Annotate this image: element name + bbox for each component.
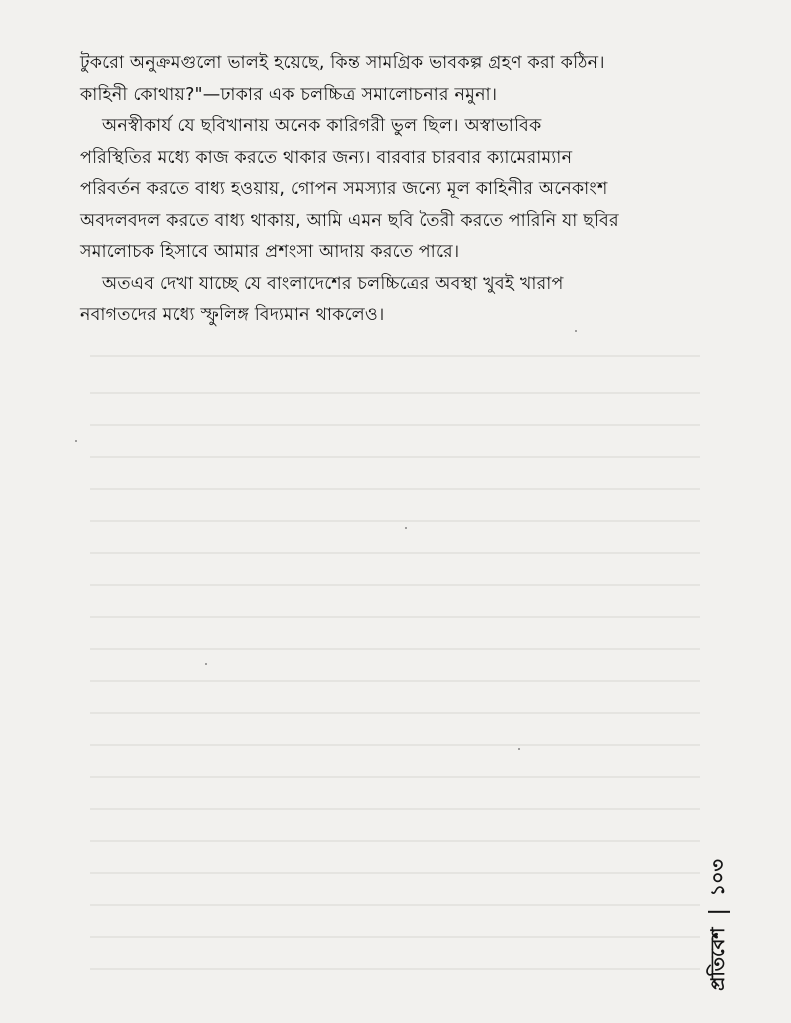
bleed-through-line	[90, 456, 700, 458]
body-line: সমালোচক হিসাবে আমার প্রশংসা আদায় করতে পারে।	[80, 242, 460, 262]
bleed-through-line	[90, 680, 700, 682]
footer-rotated	[704, 859, 736, 991]
bleed-through-line	[90, 424, 700, 426]
bleed-through-line	[90, 808, 700, 810]
page-footer	[700, 860, 740, 990]
scan-speck	[405, 527, 407, 529]
body-line: অবদলবদল করতে বাধ্য থাকায়, আমি এমন ছবি তৈরী করতে পারিনি যা ছবির	[80, 210, 619, 231]
bleed-through-line	[90, 840, 700, 842]
bleed-through-line	[90, 355, 700, 357]
bleed-through-line	[90, 872, 700, 874]
footer-divider	[708, 911, 730, 913]
body-line: পরিস্থিতির মধ্যে কাজ করতে থাকার জন্য। বারবার চারবার ক্যামেরাম্যান	[80, 147, 573, 168]
paragraph-start-line: অতএব দেখা যাচ্ছে যে বাংলাদেশের চলচ্চিত্রের অবস্থা খুবই খারাপ	[102, 273, 564, 294]
body-line: কাহিনী কোথায়?"—ঢাকার এক চলচ্চিত্র সমালোচনার নমুনা।	[80, 84, 498, 105]
body-text	[80, 48, 692, 332]
bleed-through-line	[90, 968, 700, 970]
bleed-through-line	[90, 392, 700, 394]
bleed-through-line	[90, 712, 700, 714]
bleed-through-line	[90, 552, 700, 554]
scan-speck	[518, 748, 520, 750]
bleed-through-line	[90, 488, 700, 490]
bleed-through-line	[90, 776, 700, 778]
body-line: পরিবর্তন করতে বাধ্য হওয়ায়, গোপন সমস্যার জন্যে মূল কাহিনীর অনেকাংশ	[80, 179, 608, 199]
bleed-through-line	[90, 648, 700, 650]
bleed-through-line	[90, 936, 700, 938]
page-number: ১০৩	[707, 859, 729, 897]
scan-speck	[205, 663, 207, 665]
body-line: নবাগতদের মধ্যে স্ফুলিঙ্গ বিদ্যমান থাকলেও।	[80, 305, 385, 325]
scan-speck	[75, 440, 77, 442]
body-line: টুকরো অনুক্রমগুলো ভালই হয়েছে, কিন্ত সামগ্রিক ভাবকল্প গ্রহণ করা কঠিন।	[80, 53, 605, 73]
bleed-through-line	[90, 904, 700, 906]
bleed-through-line	[90, 520, 700, 522]
bleed-through-line	[90, 616, 700, 618]
bleed-through-line	[90, 744, 700, 746]
bleed-through-line	[90, 584, 700, 586]
scan-speck	[575, 330, 577, 332]
paragraph-start-line: অনস্বীকার্য যে ছবিখানায় অনেক কারিগরী ভুল ছিল। অস্বাভাবিক	[102, 116, 542, 136]
running-title: প্রতিবেশ	[707, 927, 729, 991]
